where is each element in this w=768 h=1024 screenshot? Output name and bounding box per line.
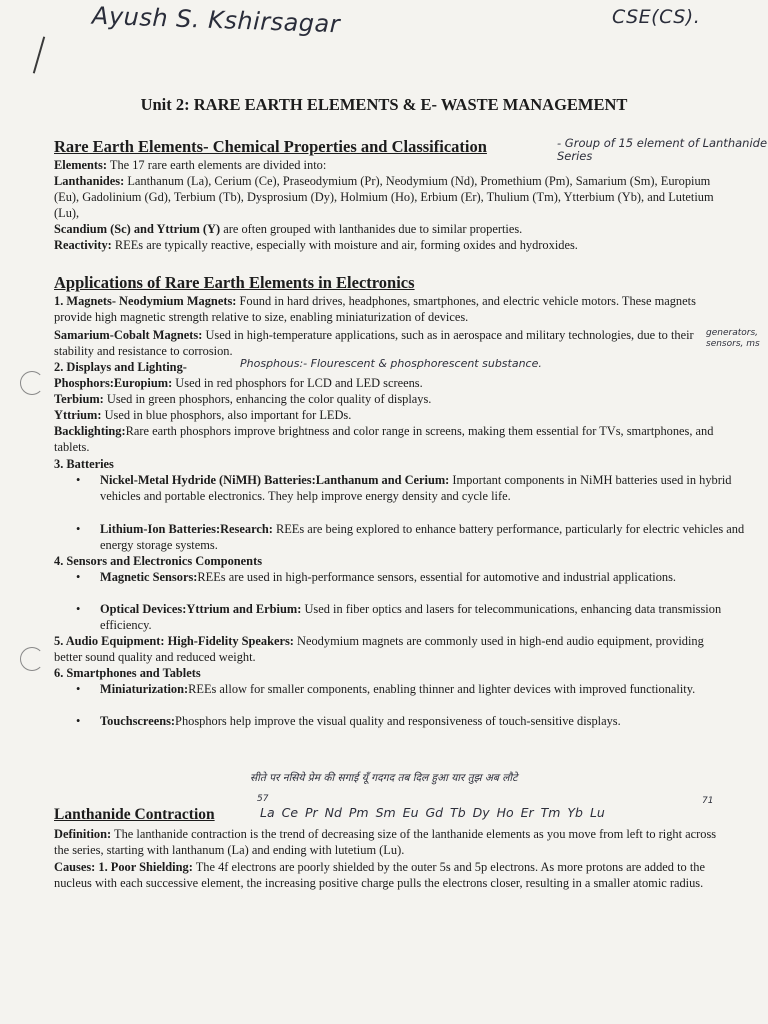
backlighting-paragraph <box>54 423 730 455</box>
samarium-text: Used in high-temperature applications, such as in aerospace and military technologies, due to their stability and resistance to corrosion. <box>54 328 694 358</box>
handwritten-note-magnets: generators, sensors, ms <box>706 328 760 349</box>
scandium-text: are often grouped with lanthanides due to similar properties. <box>220 222 523 236</box>
punch-hole <box>20 371 44 395</box>
bullet: • <box>76 602 81 616</box>
liion-label: Lithium-Ion Batteries:Research: <box>100 522 273 536</box>
reactivity-label: Reactivity: <box>54 238 112 252</box>
optical-text: Used in fiber optics and lasers for telecommunications, enhancing data transmission efficiency. <box>100 602 722 632</box>
lanthanides-paragraph <box>54 173 730 221</box>
handwritten-number-end: 71 <box>702 796 714 806</box>
samarium-label: Samarium-Cobalt Magnets: <box>54 328 203 342</box>
optical-label: Optical Devices:Yttrium and Erbium: <box>100 602 302 616</box>
bullet: • <box>76 570 81 584</box>
reactivity-line <box>54 237 730 253</box>
list-item-magnetic-sensors <box>76 569 760 585</box>
elements-line <box>54 157 730 173</box>
magnets-label: 1. Magnets- Neodymium Magnets: <box>54 294 237 308</box>
bullet: • <box>76 682 81 696</box>
punch-hole <box>20 647 44 671</box>
magsens-label: Magnetic Sensors: <box>100 570 198 584</box>
liion-text: REEs are being explored to enhance battery performance, particularly for electric vehicles and energy storage systems. <box>100 522 745 552</box>
batteries-label: 3. Batteries <box>54 457 114 471</box>
lanthanides-text: Lanthanum (La), Cerium (Ce), Praseodymium (Pr), Neodymium (Nd), Promethium (Pm), Samarium (Sm), Europium (Eu), Gadolinium (Gd), Terbium (Tb), Dysprosium (Dy), Holmium (Ho), Erbium (Er), Thulium (Tm), Ytterbium (Yb), and Lutetium (Lu), <box>54 174 714 220</box>
handwritten-number-start: 57 <box>257 794 269 804</box>
elements-text: The 17 rare earth elements are divided into: <box>107 158 327 172</box>
touch-label: Touchscreens: <box>100 714 176 728</box>
handwritten-element-sequence: La Ce Pr Nd Pm Sm Eu Gd Tb Dy Ho Er Tm Yb Lu <box>260 805 605 820</box>
list-item-touchscreens <box>76 713 760 729</box>
list-item-optical-devices <box>76 601 760 633</box>
backlighting-label: Backlighting: <box>54 424 126 438</box>
elements-label: Elements: <box>54 158 107 172</box>
phosphors-text: Used in red phosphors for LCD and LED screens. <box>172 376 423 390</box>
magnets-paragraph <box>54 293 730 325</box>
displays-label: 2. Displays and Lighting- <box>54 360 187 374</box>
list-item-liion <box>76 521 760 553</box>
bullet: • <box>76 473 81 487</box>
pen-stroke <box>33 36 45 73</box>
terbium-label: Terbium: <box>54 392 104 406</box>
nimh-label: Nickel-Metal Hydride (NiMH) Batteries:Lanthanum and Cerium: <box>100 473 450 487</box>
reactivity-text: REEs are typically reactive, especially with moisture and air, forming oxides and hydroxides. <box>111 238 578 252</box>
sensors-label: 4. Sensors and Electronics Components <box>54 554 263 568</box>
handwritten-note-phosphor: Phosphous:- Flourescent & phosphorescent substance. <box>240 357 542 370</box>
lanthanides-label: Lanthanides: <box>54 174 125 188</box>
yttrium-line <box>54 407 730 423</box>
backlighting-text: Rare earth phosphors improve brightness and color range in screens, making them essential for TVs, smartphones, and tablets. <box>54 424 714 454</box>
batteries-heading <box>54 456 730 472</box>
audio-label: 5. Audio Equipment: High-Fidelity Speakers: <box>54 634 294 648</box>
terbium-text: Used in green phosphors, enhancing the color quality of displays. <box>103 392 432 406</box>
mini-label: Miniaturization: <box>100 682 189 696</box>
definition-label: Definition: <box>54 827 112 841</box>
terbium-line <box>54 391 730 407</box>
mini-text: REEs allow for smaller components, enabling thinner and lighter devices with improved functionality. <box>188 682 696 696</box>
list-item-miniaturization <box>76 681 760 697</box>
page-title: Unit 2: RARE EARTH ELEMENTS & E- WASTE MANAGEMENT <box>140 95 628 114</box>
handwritten-note-group: - Group of 15 element of Lanthanide Series <box>557 136 768 163</box>
handwritten-department: CSE(CS). <box>612 6 701 28</box>
handwritten-name: Ayush S. Kshirsagar <box>91 1 341 39</box>
nimh-text: Important components in NiMH batteries used in hybrid vehicles and portable electronics. They help improve energy density and cycle life. <box>100 473 732 503</box>
phosphors-label: Phosphors:Europium: <box>54 376 173 390</box>
bullet: • <box>76 714 81 728</box>
definition-text: The lanthanide contraction is the trend of decreasing size of the lanthanide elements as you move from left to right across the series, starting with lanthanum (La) and ending with lutetium (Lu). <box>54 827 717 857</box>
sensors-heading <box>54 553 730 569</box>
section-heading-applications: Applications of Rare Earth Elements in Electronics <box>54 273 415 292</box>
audio-paragraph <box>54 633 730 665</box>
yttrium-label: Yttrium: <box>54 408 102 422</box>
list-item-nimh <box>76 472 760 504</box>
phosphors-line <box>54 375 730 391</box>
handwritten-mnemonic: सीते पर नसिये प्रेम की सगाई यूँ गदगद तब दिल हुआ यार तुझ अब लौटे <box>250 772 518 784</box>
displays-heading <box>54 359 234 375</box>
phones-label: 6. Smartphones and Tablets <box>54 666 201 680</box>
scandium-line <box>54 221 730 237</box>
phones-heading <box>54 665 730 681</box>
touch-text: Phosphors help improve the visual quality and responsiveness of touch-sensitive displays. <box>175 714 621 728</box>
section-heading-properties: Rare Earth Elements- Chemical Properties and Classification <box>54 137 487 156</box>
yttrium-text: Used in blue phosphors, also important for LEDs. <box>101 408 352 422</box>
causes-text: The 4f electrons are poorly shielded by the outer 5s and 5p electrons. As more protons are added to the nucleus with each successive element, the increasing positive charge pulls the electrons closer, resulting in a smaller atomic radius. <box>54 860 705 890</box>
scandium-label: Scandium (Sc) and Yttrium (Y) <box>54 222 221 236</box>
magnets-text: Found in hard drives, headphones, smartphones, and electric vehicle motors. These magnets provide high magnetic strength relative to size, enabling miniaturization of devices. <box>54 294 696 324</box>
causes-paragraph <box>54 859 730 891</box>
audio-text: Neodymium magnets are commonly used in high-end audio equipment, providing better sound quality and reduced weight. <box>54 634 704 664</box>
section-heading-contraction: Lanthanide Contraction <box>54 806 215 823</box>
bullet: • <box>76 522 81 536</box>
definition-paragraph <box>54 826 730 858</box>
magsens-text: REEs are used in high-performance sensors, essential for automotive and industrial applications. <box>197 570 677 584</box>
samarium-paragraph <box>54 327 704 359</box>
causes-label: Causes: 1. Poor Shielding: <box>54 860 193 874</box>
